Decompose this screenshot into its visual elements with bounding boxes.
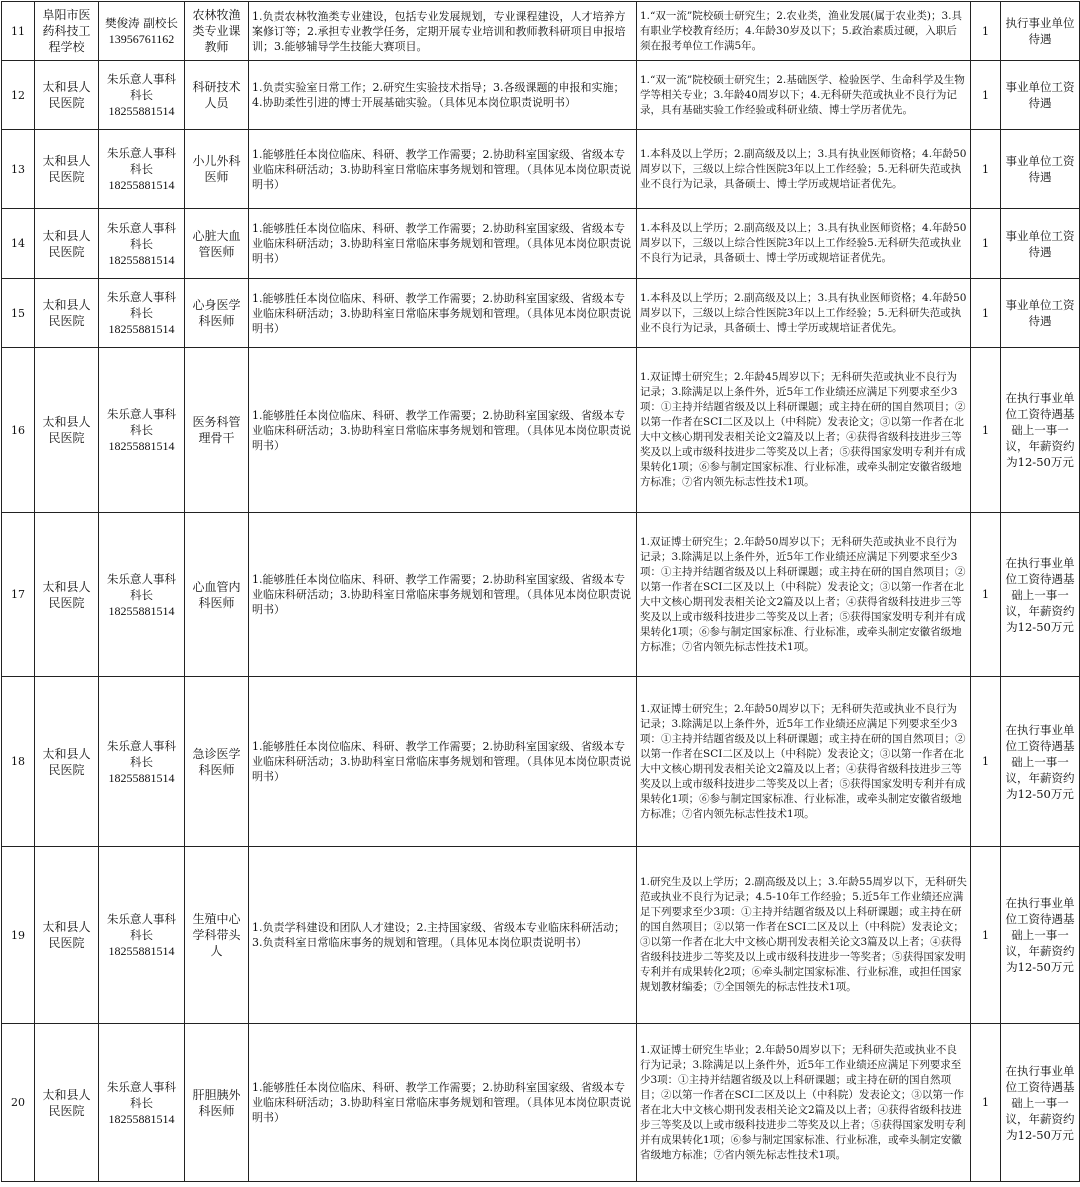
table-row xyxy=(2,348,1080,513)
headcount: 1 xyxy=(971,209,1001,279)
contact-phone: 18255881514 xyxy=(108,104,175,118)
headcount: 1 xyxy=(971,677,1001,847)
job-duties: 1.能够胜任本岗位临床、科研、教学工作需要；2.协助科室国家级、省级本专业临床科研活动；3.协助科室日常临床事务规划和管理。（具体见本岗位职责说明书） xyxy=(249,348,637,513)
position-name: 生殖中心学科带头人 xyxy=(185,847,249,1024)
contact-phone: 18255881514 xyxy=(108,770,175,785)
contact-name: 朱乐意人事科科长 xyxy=(107,1079,176,1110)
row-number: 13 xyxy=(2,130,35,209)
row-number: 18 xyxy=(2,677,35,847)
position-name: 心血管内科医师 xyxy=(185,513,249,677)
table-row xyxy=(2,847,1080,1024)
contact-name: 朱乐意人事科科长 xyxy=(107,72,176,102)
employer-unit: 太和县人民医院 xyxy=(35,847,99,1024)
contact-name: 朱乐意人事科科长 xyxy=(107,738,176,769)
salary-treatment: 执行事业单位待遇 xyxy=(1001,2,1080,61)
job-duties: 1.能够胜任本岗位临床、科研、教学工作需要；2.协助科室国家级、省级本专业临床科研活动；3.协助科室日常临床事务规划和管理。（具体见本岗位职责说明书） xyxy=(249,513,637,677)
job-duties: 1.负责农林牧渔类专业建设，包括专业发展规划，专业课程建设，人才培养方案修订等；2.承担专业教学任务，定期开展专业培训和教师教科研项目申报培训；3.能够辅导学生技能大赛项目。 xyxy=(249,2,637,61)
row-number: 16 xyxy=(2,348,35,513)
job-duties: 1.能够胜任本岗位临床、科研、教学工作需要；2.协助科室国家级、省级本专业临床科研活动；3.协助科室日常临床事务规划和管理。（具体见本岗位职责说明书） xyxy=(249,130,637,209)
headcount: 1 xyxy=(971,513,1001,677)
position-name: 肝胆胰外科医师 xyxy=(185,1024,249,1182)
contact-cell xyxy=(99,677,185,847)
position-name: 急诊医学科医师 xyxy=(185,677,249,847)
contact-name: 朱乐意人事科科长 xyxy=(107,220,176,251)
contact-cell xyxy=(99,513,185,677)
contact-cell xyxy=(99,847,185,1024)
position-name: 心脏大血管医师 xyxy=(185,209,249,279)
table-row xyxy=(2,2,1080,61)
row-number: 12 xyxy=(2,61,35,130)
contact-name: 朱乐意人事科科长 xyxy=(107,912,176,942)
job-requirements: 1.双证博士研究生；2.年龄50周岁以下；无科研失范或执业不良行为记录；3.除满足以上条件外，近5年工作业绩还应满足下列要求至少3项：①主持并结题省级及以上科研课题；或主持在研的国自然项目；②以第一作者在SCI二区及以上（中科院）发表论文；③以第一作者在北大中文核心期刊发表相关论文2篇及以上者；④获得省级科技进步三等奖及以上或市级科技进步二等奖及以上者；⑤获得国家发明专利并有成果转化1项；⑥参与制定国家标准、行业标准，或牵头制定安徽省级地方标准；⑦省内领先标志性技术1项。 xyxy=(637,513,971,677)
contact-phone: 18255881514 xyxy=(108,178,175,192)
salary-treatment: 在执行事业单位工资待遇基础上一事一议，年薪资约为12-50万元 xyxy=(1001,677,1080,847)
salary-treatment: 在执行事业单位工资待遇基础上一事一议，年薪资约为12-50万元 xyxy=(1001,1024,1080,1182)
contact-cell xyxy=(99,1024,185,1182)
table-row xyxy=(2,513,1080,677)
row-number: 19 xyxy=(2,847,35,1024)
job-requirements: 1.研究生及以上学历；2.副高级及以上；3.年龄55周岁以下，无科研失范或执业不良行为记录；4.5-10年工作经验；5.近5年工作业绩还应满足下列要求至少3项：①主持并结题省级及以上科研课题；或主持在研的国自然项目；②以第一作者在SCI二区及以上（中科院）发表论文；③以第一作者在北大中文核心期刊发表相关论文3篇及以上者；④获得省级科技进步二等奖及以上或市级科技进步一等奖者；⑤获得国家发明专利并有成果转化2项；⑥牵头制定国家标准、行业标准，或担任国家规划教材编委；⑦全国领先的标志性技术1项。 xyxy=(637,847,971,1024)
row-number: 17 xyxy=(2,513,35,677)
job-duties: 1.能够胜任本岗位临床、科研、教学工作需要；2.协助科室国家级、省级本专业临床科研活动；3.协助科室日常临床事务规划和管理。（具体见本岗位职责说明书） xyxy=(249,677,637,847)
position-name: 科研技术人员 xyxy=(185,61,249,130)
job-requirements: 1.本科及以上学历；2.副高级及以上；3.具有执业医师资格；4.年龄50周岁以下，三级以上综合性医院3年以上工作经验；5.无科研失范或执业不良行为记录，具备硕士、博士学历或规培证者优先。 xyxy=(637,279,971,348)
headcount: 1 xyxy=(971,847,1001,1024)
contact-cell xyxy=(99,209,185,279)
job-requirements: 1.双证博士研究生；2.年龄45周岁以下；无科研失范或执业不良行为记录；3.除满足以上条件外，近5年工作业绩还应满足下列要求至少3项：①主持并结题省级及以上科研课题；或主持在研的国自然项目；②以第一作者在SCI二区及以上（中科院）发表论文；③以第一作者在北大中文核心期刊发表相关论文2篇及以上者；④获得省级科技进步三等奖及以上或市级科技进步二等奖及以上者；⑤获得国家发明专利并有成果转化1项；⑥参与制定国家标准、行业标准，或牵头制定安徽省级地方标准；⑦省内领先标志性技术1项。 xyxy=(637,348,971,513)
contact-name: 樊俊涛 副校长 xyxy=(105,16,178,30)
table-body xyxy=(2,2,1080,1182)
salary-treatment: 事业单位工资待遇 xyxy=(1001,61,1080,130)
employer-unit: 太和县人民医院 xyxy=(35,209,99,279)
contact-name: 朱乐意人事科科长 xyxy=(107,146,176,176)
job-duties: 1.能够胜任本岗位临床、科研、教学工作需要；2.协助科室国家级、省级本专业临床科研活动；3.协助科室日常临床事务规划和管理。（具体见本岗位职责说明书） xyxy=(249,1024,637,1182)
table-row xyxy=(2,677,1080,847)
employer-unit: 太和县人民医院 xyxy=(35,1024,99,1182)
contact-phone: 18255881514 xyxy=(108,603,175,618)
job-requirements: 1.本科及以上学历；2.副高级及以上；3.具有执业医师资格；4.年龄50周岁以下，三级以上综合性医院3年以上工作经验5.无科研失范或执业不良行为记录，具备硕士、博士学历或规培证者优先。 xyxy=(637,209,971,279)
table-row xyxy=(2,209,1080,279)
salary-treatment: 事业单位工资待遇 xyxy=(1001,209,1080,279)
job-requirements: 1.双证博士研究生；2.年龄50周岁以下；无科研失范或执业不良行为记录；3.除满足以上条件外，近5年工作业绩还应满足下列要求至少3项：①主持并结题省级及以上科研课题；或主持在研的国自然项目；②以第一作者在SCI二区及以上（中科院）发表论文；③以第一作者在北大中文核心期刊发表相关论文2篇及以上者；④获得省级科技进步三等奖及以上或市级科技进步二等奖及以上者；⑤获得国家发明专利并有成果转化1项；⑥参与制定国家标准、行业标准，或牵头制定安徽省级地方标准；⑦省内领先标志性技术1项。 xyxy=(637,677,971,847)
salary-treatment: 在执行事业单位工资待遇基础上一事一议，年薪资约为12-50万元 xyxy=(1001,513,1080,677)
headcount: 1 xyxy=(971,348,1001,513)
table-row xyxy=(2,279,1080,348)
table-row xyxy=(2,61,1080,130)
table-row xyxy=(2,130,1080,209)
employer-unit: 太和县人民医院 xyxy=(35,279,99,348)
contact-phone: 13956761162 xyxy=(108,32,175,46)
contact-cell xyxy=(99,130,185,209)
headcount: 1 xyxy=(971,2,1001,61)
contact-cell xyxy=(99,61,185,130)
job-duties: 1.能够胜任本岗位临床、科研、教学工作需要；2.协助科室国家级、省级本专业临床科研活动；3.协助科室日常临床事务规划和管理。（具体见本岗位职责说明书） xyxy=(249,209,637,279)
employer-unit: 太和县人民医院 xyxy=(35,677,99,847)
job-requirements: 1.“双一流”院校硕士研究生；2.农业类，渔业发展(属于农业类)；3.具有职业学校教育经历；4.年龄30岁及以下；5.政治素质过硬，入职后须在报考单位工作满5年。 xyxy=(637,2,971,61)
contact-cell xyxy=(99,348,185,513)
contact-phone: 18255881514 xyxy=(108,252,175,267)
headcount: 1 xyxy=(971,1024,1001,1182)
job-duties: 1.负责实验室日常工作；2.研究生实验技术指导；3.各级课题的申报和实施；4.协助柔性引进的博士开展基础实验。（具体见本岗位职责说明书） xyxy=(249,61,637,130)
row-number: 15 xyxy=(2,279,35,348)
job-requirements: 1.双证博士研究生毕业；2.年龄50周岁以下；无科研失范或执业不良行为记录；3.除满足以上条件外，近5年工作业绩还应满足下列要求至少3项：①主持并结题省级及以上科研课题；或主持在研的国自然项目；②以第一作者在SCI二区及以上（中科院）发表论文；③以第一作者在北大中文核心期刊发表相关论文2篇及以上者；④获得省级科技进步三等奖及以上或市级科技进步二等奖及以上者；⑤获得国家发明专利并有成果转化1项；⑥参与制定国家标准、行业标准，或牵头制定安徽省级地方标准；⑦省内领先标志性技术1项。 xyxy=(637,1024,971,1182)
position-name: 医务科管理骨干 xyxy=(185,348,249,513)
headcount: 1 xyxy=(971,130,1001,209)
contact-name: 朱乐意人事科科长 xyxy=(107,290,176,320)
position-name: 小儿外科医师 xyxy=(185,130,249,209)
job-requirements: 1.“双一流”院校硕士研究生；2.基础医学、检验医学、生命科学及生物学等相关专业；3.年龄40周岁以下；4.无科研失范或执业不良行为记录，具有基础实验工作经验或科研业绩、博士学历者优先。 xyxy=(637,61,971,130)
row-number: 11 xyxy=(2,2,35,61)
job-duties: 1.能够胜任本岗位临床、科研、教学工作需要；2.协助科室国家级、省级本专业临床科研活动；3.协助科室日常临床事务规划和管理。（具体见本岗位职责说明书） xyxy=(249,279,637,348)
row-number: 14 xyxy=(2,209,35,279)
salary-treatment: 事业单位工资待遇 xyxy=(1001,279,1080,348)
contact-name: 朱乐意人事科科长 xyxy=(107,571,176,602)
row-number: 20 xyxy=(2,1024,35,1182)
headcount: 1 xyxy=(971,279,1001,348)
job-requirements: 1.本科及以上学历；2.副高级及以上；3.具有执业医师资格；4.年龄50周岁以下，三级以上综合性医院3年以上工作经验；5.无科研失范或执业不良行为记录，具备硕士、博士学历或规培证者优先。 xyxy=(637,130,971,209)
salary-treatment: 事业单位工资待遇 xyxy=(1001,130,1080,209)
employer-unit: 太和县人民医院 xyxy=(35,61,99,130)
salary-treatment: 在执行事业单位工资待遇基础上一事一议，年薪资约为12-50万元 xyxy=(1001,348,1080,513)
employer-unit: 太和县人民医院 xyxy=(35,130,99,209)
contact-phone: 18255881514 xyxy=(108,439,175,453)
contact-phone: 18255881514 xyxy=(108,944,175,958)
employer-unit: 太和县人民医院 xyxy=(35,513,99,677)
salary-treatment: 在执行事业单位工资待遇基础上一事一议，年薪资约为12-50万元 xyxy=(1001,847,1080,1024)
recruitment-table xyxy=(1,1,1080,1182)
contact-phone: 18255881514 xyxy=(108,1111,175,1126)
contact-cell xyxy=(99,279,185,348)
employer-unit: 阜阳市医药科技工程学校 xyxy=(35,2,99,61)
table-row xyxy=(2,1024,1080,1182)
contact-phone: 18255881514 xyxy=(108,322,175,336)
employer-unit: 太和县人民医院 xyxy=(35,348,99,513)
position-name: 农林牧渔类专业课教师 xyxy=(185,2,249,61)
job-duties: 1.负责学科建设和团队人才建设；2.主持国家级、省级本专业临床科研活动；3.负责科室日常临床事务的规划和管理。（具体见本岗位职责说明书） xyxy=(249,847,637,1024)
contact-name: 朱乐意人事科科长 xyxy=(107,407,176,437)
contact-cell xyxy=(99,2,185,61)
headcount: 1 xyxy=(971,61,1001,130)
position-name: 心身医学科医师 xyxy=(185,279,249,348)
